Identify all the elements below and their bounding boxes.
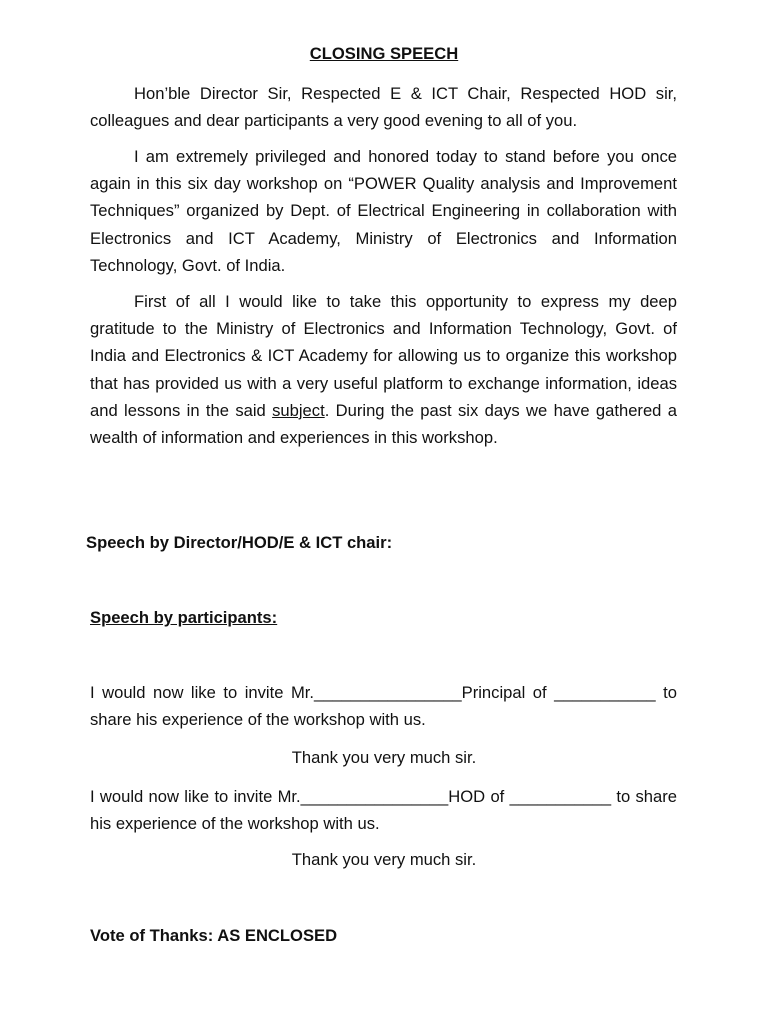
invite-principal-paragraph: I would now like to invite Mr.________________Principal of ___________ to share his experience of the workshop with us. [90,683,677,730]
gratitude-text-end: . During the past six days we have gathered a wealth of information and experiences in this workshop. [90,400,677,448]
introduction-text: I am extremely privileged and honored today to stand before you once again in this six day workshop on “POWER Quality analysis and Improvement Techniques” organized by Dept. of Electrical Engineering in collaboration with Electronics and ICT Academy, Ministry of Electronics and Information Technology, Govt. of India. [90,147,677,275]
introduction-paragraph [90,143,677,279]
participants-speech-heading: Speech by participants: [90,608,278,627]
subject-underlined-word: subject [272,400,325,420]
page-title: CLOSING SPEECH [309,44,459,63]
director-speech-heading: Speech by Director/HOD/E & ICT chair: [86,533,393,552]
gratitude-paragraph [90,288,677,451]
greeting-text: Hon’ble Director Sir, Respected E & ICT Chair, Respected HOD sir, colleagues and dear participants a very good evening to all of you. [90,84,677,131]
thanks-line-1: Thank you very much sir. [291,748,477,767]
gratitude-text-start: First of all I would like to take this opportunity to express my deep gratitude to the Ministry of Electronics and Information Technology, Govt. of India and Electronics & ICT Academy for allowing us to organize this workshop that has provided us with a very useful platform to exchange information, ideas and lessons in the said [90,292,677,420]
vote-of-thanks-heading: Vote of Thanks: AS ENCLOSED [90,926,338,945]
thanks-line-2: Thank you very much sir. [291,850,477,869]
greeting-paragraph [90,80,677,134]
invite-hod-paragraph: I would now like to invite Mr.________________HOD of ___________ to share his experience of the workshop with us. [90,787,677,834]
